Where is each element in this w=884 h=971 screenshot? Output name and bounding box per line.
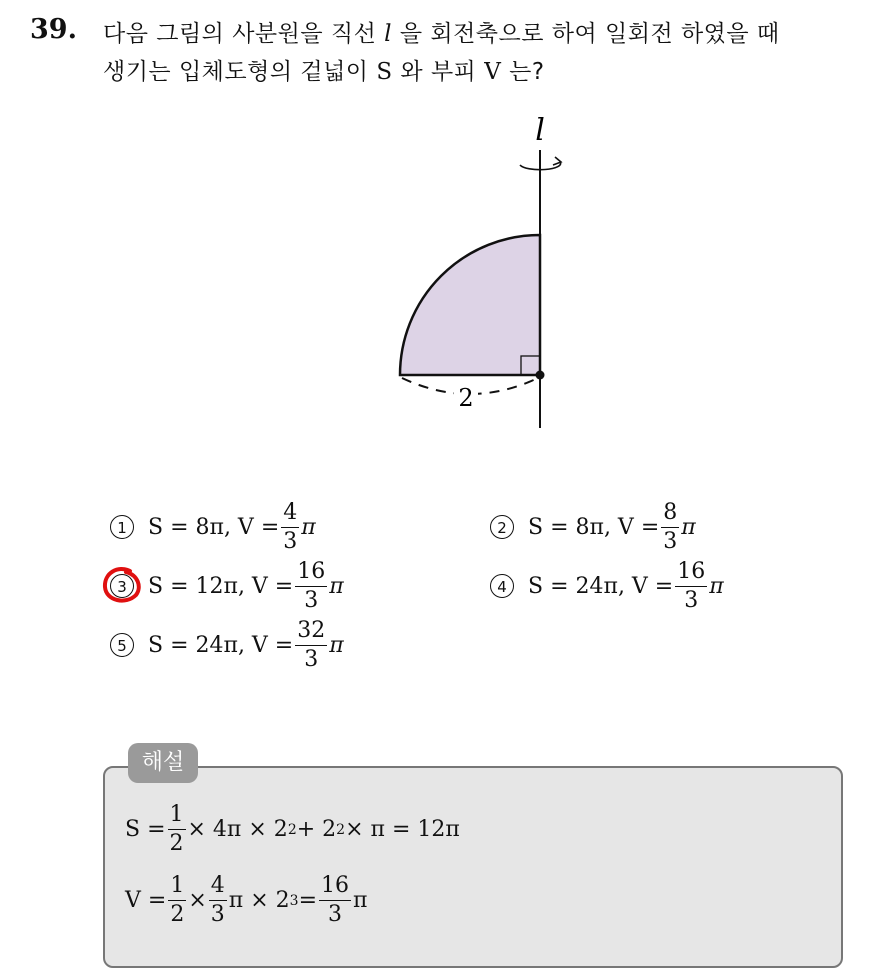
- choice-text: S = 24π, V =: [148, 632, 294, 658]
- solution-tag: 해설: [128, 743, 198, 783]
- fraction: $\frac{4}{3}$: [283, 499, 298, 554]
- choice-number: 1: [110, 515, 134, 539]
- pi-symbol: π: [329, 632, 344, 658]
- choice-text: S = 8π, V =: [528, 514, 660, 540]
- choice-text: S = 12π, V =: [148, 573, 294, 599]
- fraction: $\frac{32}{3}$: [297, 617, 326, 672]
- choice-1[interactable]: [110, 497, 316, 557]
- fraction: $\frac{16}{3}$: [297, 558, 326, 613]
- fraction: $\frac{1}{2}$: [169, 802, 184, 856]
- fraction: $\frac{16}{3}$: [677, 558, 706, 613]
- choice-5[interactable]: [110, 615, 344, 675]
- choice-3[interactable]: [110, 556, 344, 616]
- solution-box: [103, 766, 843, 968]
- question-text: 을 회전축으로 하여 일회전 하였을 때: [392, 21, 780, 47]
- axis-variable: l: [384, 21, 393, 47]
- radius-label: 2: [458, 384, 474, 412]
- volume-symbol: V: [484, 59, 502, 85]
- choice-text: S = 24π, V =: [528, 573, 674, 599]
- solution-area-line: S = $\frac{1}{2}$ × 4π × 2 2 + 2 2 × π = 12π: [125, 802, 460, 856]
- choice-number: 2: [490, 515, 514, 539]
- quarter-circle-figure: [380, 110, 580, 440]
- center-point: [536, 371, 545, 380]
- fraction: $\frac{1}{2}$: [170, 873, 185, 927]
- question-line-1: [103, 15, 780, 48]
- axis-label: l: [535, 113, 545, 148]
- choice-number: 5: [110, 633, 134, 657]
- fraction: $\frac{8}{3}$: [663, 499, 678, 554]
- choice-4[interactable]: [490, 556, 724, 616]
- pi-symbol: π: [709, 573, 724, 599]
- fraction: $\frac{16}{3}$: [321, 873, 350, 927]
- pi-symbol: π: [301, 514, 316, 540]
- quarter-circle-region: [400, 235, 540, 375]
- answer-mark-icon: [100, 565, 144, 607]
- choice-2[interactable]: [490, 497, 696, 557]
- question-text: 다음 그림의 사분원을 직선: [103, 21, 385, 47]
- question-line-2: [103, 53, 545, 86]
- choice-number: 4: [490, 574, 514, 598]
- solution-volume-line: V = $\frac{1}{2}$ × $\frac{4}{3}$ π × 2 3 = $\frac{16}{3}$ π: [125, 873, 368, 927]
- question-text: 와 부피: [392, 59, 485, 85]
- pi-symbol: π: [329, 573, 344, 599]
- fraction: $\frac{4}{3}$: [210, 873, 225, 927]
- area-symbol: S: [376, 59, 393, 85]
- pi-symbol: π: [681, 514, 696, 540]
- question-number: 39.: [30, 14, 77, 45]
- question-text: 는?: [501, 59, 545, 85]
- choice-text: S = 8π, V =: [148, 514, 280, 540]
- choice-number: 3: [110, 574, 134, 598]
- question-text: 생기는 입체도형의 겉넓이: [103, 59, 377, 85]
